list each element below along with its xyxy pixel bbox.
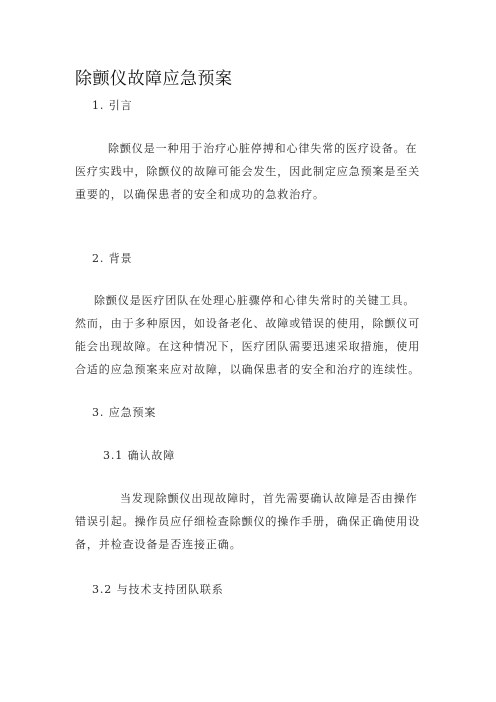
- subsection-heading-tech-support: 3.2 与技术支持团队联系: [92, 583, 224, 596]
- paragraph-line: 错误引起。操作员应仔细检查除颤仪的操作手册，确保正确使用设: [75, 515, 421, 528]
- document-title: 除颤仪故障应急预案: [75, 69, 233, 89]
- section-heading-intro: 1. 引言: [92, 99, 133, 112]
- paragraph-line: 当发现除颤仪出现故障时，首先需要确认故障是否由操作: [120, 492, 418, 505]
- paragraph-line: 合适的应急预案来应对故障，以确保患者的安全和治疗的连续性。: [75, 363, 421, 376]
- paragraph-line: 除颤仪是一种用于治疗心脏停搏和心律失常的医疗设备。在: [108, 142, 418, 155]
- paragraph-line: 备，并检查设备是否连接正确。: [75, 538, 242, 551]
- paragraph-line: 除颤仪是医疗团队在处理心脏骤停和心律失常时的关键工具。: [94, 294, 416, 307]
- paragraph-line: 医疗实践中，除颤仪的故障可能会发生，因此制定应急预案是至关: [75, 165, 421, 178]
- section-heading-plan: 3. 应急预案: [92, 406, 157, 419]
- subsection-heading-confirm-fault: 3.1 确认故障: [103, 449, 176, 462]
- paragraph-line: 能会出现故障。在这种情况下，医疗团队需要迅速采取措施，使用: [75, 340, 421, 353]
- section-heading-background: 2. 背景: [92, 252, 133, 265]
- paragraph-line: 重要的，以确保患者的安全和成功的急救治疗。: [75, 188, 325, 201]
- paragraph-line: 然而，由于多种原因，如设备老化、故障或错误的使用，除颤仪可: [75, 317, 421, 330]
